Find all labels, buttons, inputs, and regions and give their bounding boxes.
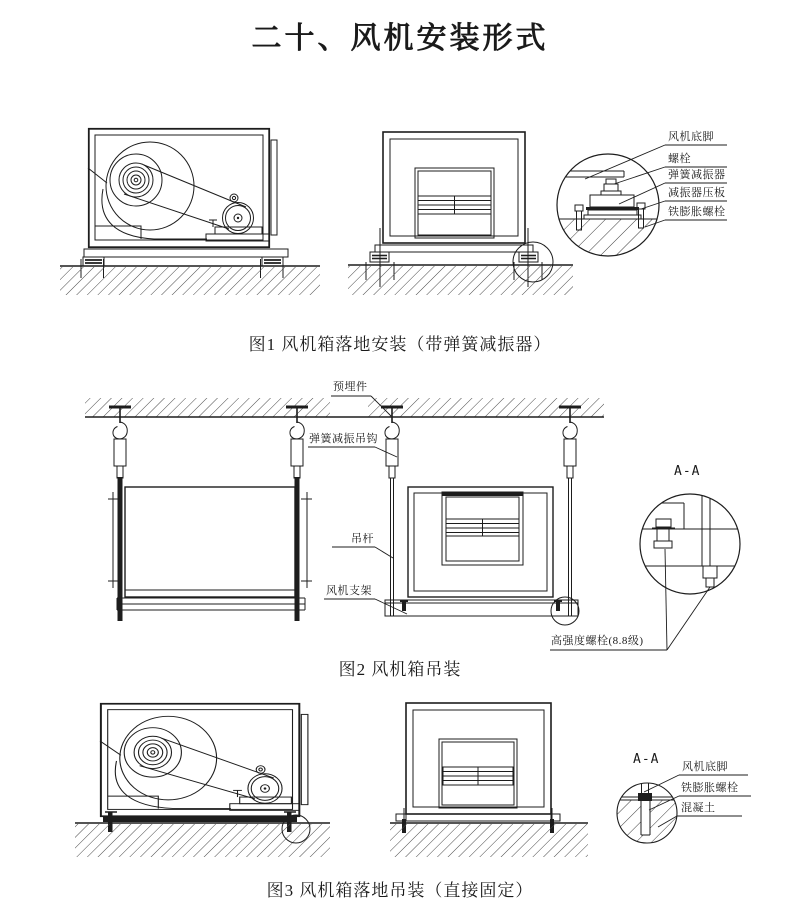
label-hanger-rod: 吊杆	[351, 533, 374, 545]
label-iron-expansion-bolt: 铁膨胀螺栓	[681, 782, 739, 794]
fig2-front-view	[385, 478, 579, 625]
label-bolt: 螺栓	[668, 153, 691, 165]
fig3-front-view	[390, 703, 588, 857]
label-fan-foot: 风机底脚	[682, 761, 728, 773]
label-damper-plate: 减振器压板	[668, 187, 726, 199]
section-label-aa: A-A	[633, 752, 660, 767]
fig3-detail-circle	[616, 783, 679, 844]
figure1-caption: 图1 风机箱落地安装（带弹簧减振器）	[248, 335, 552, 354]
page-title: 二十、风机安装形式	[251, 22, 549, 55]
fig2-side-view	[108, 477, 312, 621]
label-iron-expansion-bolt: 铁膨胀螺栓	[668, 206, 726, 218]
label-fan-bracket: 风机支架	[326, 585, 372, 597]
label-embedded-part: 预埋件	[333, 381, 368, 393]
fig2-ceiling	[85, 398, 604, 417]
fig1-side-view	[60, 129, 320, 295]
figure2-caption: 图2 风机箱吊装	[338, 660, 462, 679]
fig2-detail-circle	[640, 494, 740, 594]
label-fan-foot: 风机底脚	[668, 131, 714, 143]
figure3-caption: 图3 风机箱落地吊装（直接固定）	[266, 881, 534, 900]
label-spring-damper: 弹簧减振器	[668, 169, 726, 181]
detail-indicator-circle	[551, 597, 579, 625]
label-high-strength-bolt: 高强度螺栓(8.8级)	[551, 635, 644, 647]
fig3-side-view	[75, 704, 330, 857]
label-spring-damper-hook: 弹簧减振吊钩	[309, 433, 378, 445]
fig1-front-view	[348, 132, 573, 295]
section-label-aa: A-A	[674, 464, 701, 479]
label-concrete: 混凝土	[681, 802, 716, 814]
